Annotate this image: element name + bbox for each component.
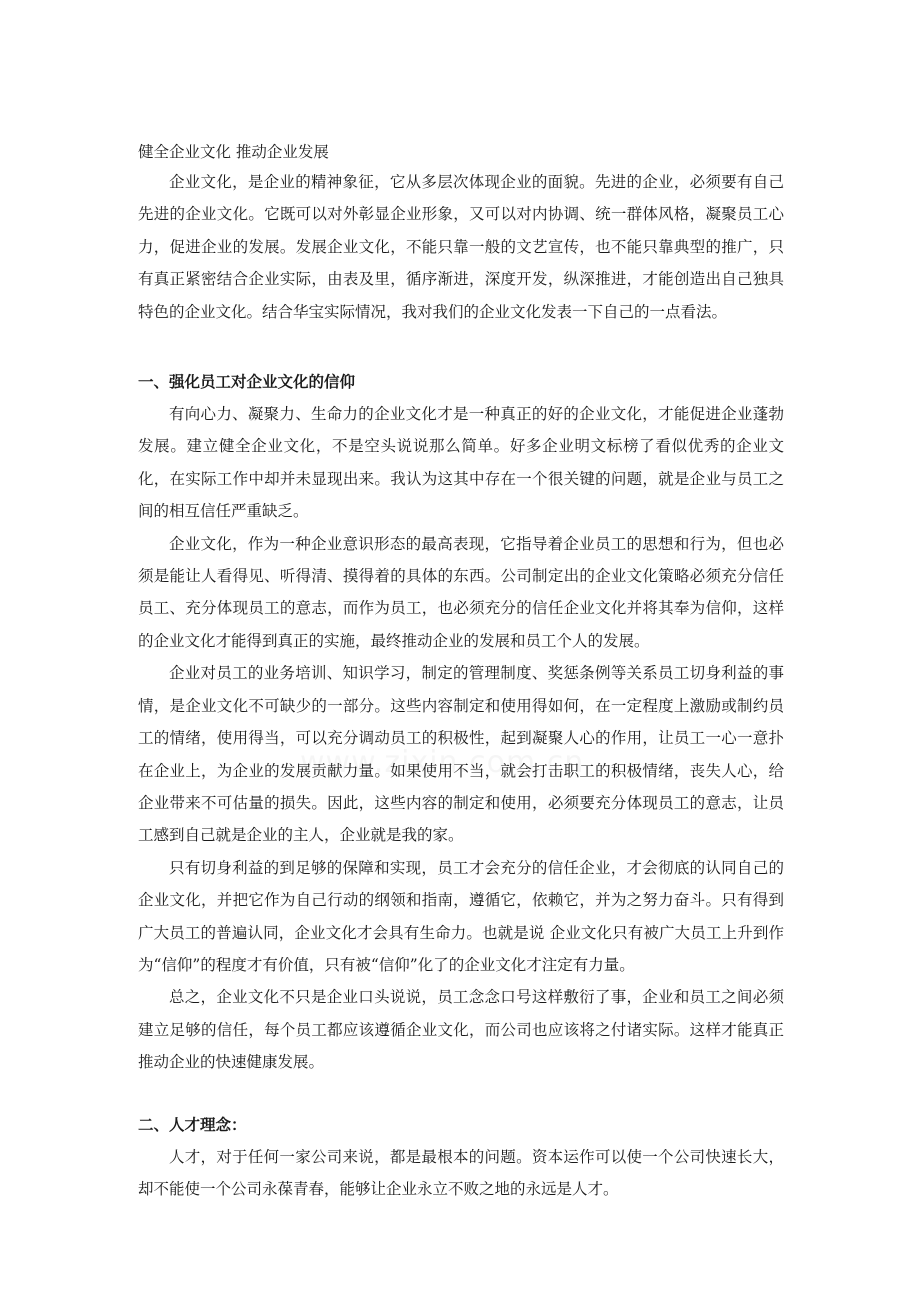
spacer	[138, 1079, 784, 1109]
section-1-paragraph-5: 总之，企业文化不只是企业口头说说，员工念念口号这样敷衍了事，企业和员工之间必须建立足够的信任，每个员工都应该遵循企业文化，而公司也应该将之付诸实际。这样才能真正推动企业的快速健康发展。	[138, 988, 784, 1072]
section-heading-2: 二、人才理念：	[138, 1114, 247, 1134]
section-1-paragraph-1: 有向心力、凝聚力、生命力的企业文化才是一种真正的好的企业文化，才能促进企业蓬勃发展。建立健全企业文化，不是空头说说那么简单。好多企业明文标榜了看似优秀的企业文化，在实际工作中却并未显现出来。我认为这其中存在一个很关键的问题，就是企业与员工之间的相互信任严重缺乏。	[138, 405, 784, 521]
section-1-paragraph-4: 只有切身利益的到足够的保障和实现，员工才会充分的信任企业，才会彻底的认同自己的企业文化，并把它作为自己行动的纲领和指南，遵循它，依赖它，并为之努力奋斗。只有得到广大员工的普遍认同，企业文化才会具有生命力。也就是说 企业文化只有被广大员工上升到作为“信仰”的程度才有价值，只有被“信仰”化了的企业文化才注定有力量。	[138, 858, 784, 974]
intro-paragraph: 企业文化，是企业的精神象征，它从多层次体现企业的面貌。先进的企业，必须要有自己先进的企业文化。它既可以对外彰显企业形象，又可以对内协调、统一群体风格，凝聚员工心力，促进企业的发展。发展企业文化，不能只靠一般的文艺宣传，也不能只靠典型的推广，只有真正紧密结合企业实际，由表及里，循序渐进，深度开发，纵深推进，才能创造出自己独具特色的企业文化。结合华宝实际情况，我对我们的企业文化发表一下自己的一点看法。	[138, 173, 784, 321]
document-title: 健全企业文化 推动企业发展	[138, 143, 329, 161]
section-2-paragraph-1: 人才，对于任何一家公司来说，都是最根本的问题。资本运作可以使一个公司快速长大，却不能使一个公司永葆青春，能够让企业永立不败之地的永远是人才。	[138, 1147, 784, 1198]
section-heading-1: 一、强化员工对企业文化的信仰	[138, 372, 356, 392]
section-1-paragraph-3: 企业对员工的业务培训、知识学习，制定的管理制度、奖惩条例等关系员工切身利益的事情，是企业文化不可缺少的一部分。这些内容制定和使用得如何，在一定程度上激励或制约员工的情绪，使用得当，可以充分调动员工的积极性，起到凝聚人心的作用，让员工一心一意扑在企业上，为企业的发展贡献力量。如果使用不当，就会打击职工的积极情绪，丧失人心，给企业带来不可估量的损失。因此，这些内容的制定和使用，必须要充分体现员工的意志，让员工感到自己就是企业的主人，企业就是我的家。	[138, 664, 784, 845]
section-1-paragraph-2: 企业文化，作为一种企业意识形态的最高表现，它指导着企业员工的思想和行为，但也必须是能让人看得见、听得清、摸得着的具体的东西。公司制定出的企业文化策略必须充分信任员工、充分体现员工的意志，而作为员工，也必须充分的信任企业文化并将其奉为信仰，这样的企业文化才能得到真正的实施，最终推动企业的发展和员工个人的发展。	[138, 534, 784, 650]
spacer	[138, 328, 784, 366]
document-body	[138, 138, 784, 1205]
